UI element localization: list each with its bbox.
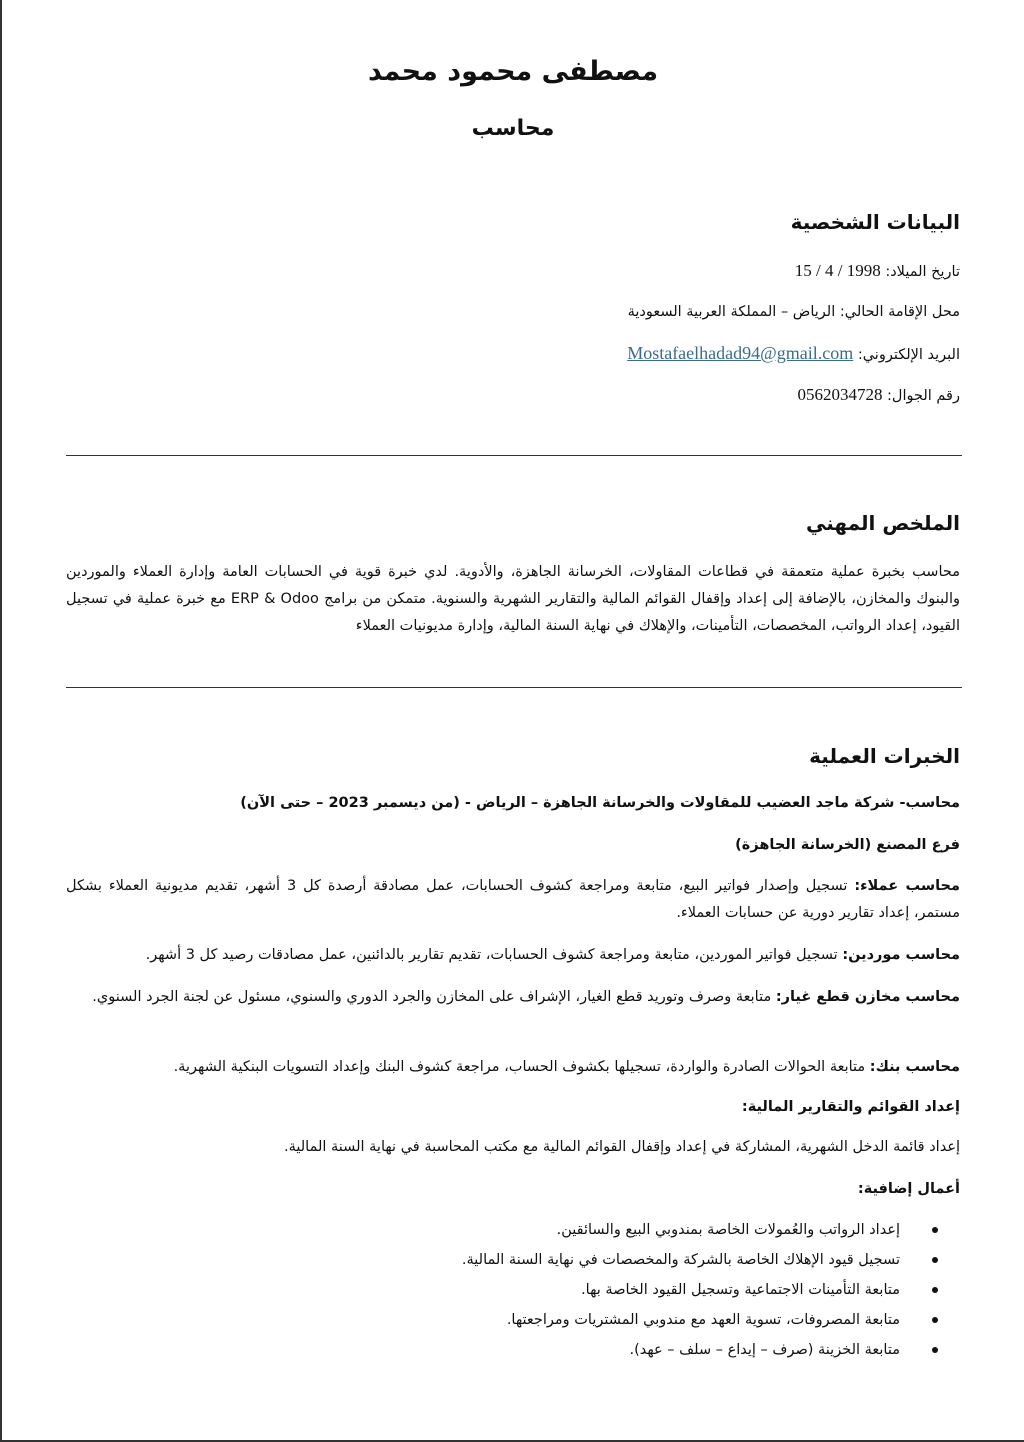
- residence-label: محل الإقامة الحالي:: [839, 304, 960, 320]
- role-label: محاسب موردين:: [842, 947, 960, 963]
- additional-list: [66, 1215, 960, 1365]
- residence: [66, 302, 960, 322]
- divider: [66, 687, 962, 688]
- role-warehouse: [66, 984, 960, 1011]
- phone-value: 0562034728: [797, 385, 883, 404]
- financial-heading: إعداد القوائم والتقارير المالية:: [741, 1099, 960, 1115]
- personal-heading: البيانات الشخصية: [790, 210, 960, 234]
- branch-title: فرع المصنع (الخرسانة الجاهزة): [735, 837, 960, 853]
- phone: [66, 385, 960, 406]
- person-name: مصطفى محمود محمد: [367, 56, 659, 87]
- email-link[interactable]: Mostafaelhadad94@gmail.com: [627, 343, 854, 363]
- role-text: تسجيل فواتير الموردين، متابعة ومراجعة كشوف الحسابات، تقديم تقارير بالدائنين، عمل مصادقات رصيد كل 3 أشهر.: [145, 947, 843, 963]
- summary-text: محاسب بخبرة عملية متعمقة في قطاعات المقاولات، الخرسانة الجاهزة، والأدوية. لدي خبرة قوية في الحسابات العامة وإدارة العملاء والموردين والبنوك والمخازن، بالإضافة إلى إعداد وإقفال القوائم المالية والتقارير الشهرية والسنوية. متمكن من برامج ERP & Odoo مع خبرة عملية في تسجيل القيود، إعداد الرواتب، المخصصات، التأمينات، والإهلاك في نهاية السنة المالية، وإدارة مديونيات العملاء: [66, 564, 961, 634]
- job-title: محاسب: [471, 116, 555, 141]
- financial-text: إعداد قائمة الدخل الشهرية، المشاركة في إعداد وإقفال القوائم المالية مع مكتب المحاسبة في نهاية السنة المالية.: [283, 1139, 960, 1155]
- role-text: متابعة الحوالات الصادرة والواردة، تسجيلها بكشوف الحساب، مراجعة كشوف البنك وإعداد التسويات البنكية الشهرية.: [173, 1059, 870, 1075]
- list-item: متابعة المصروفات، تسوية العهد مع مندوبي المشتريات ومراجعتها.: [66, 1305, 900, 1335]
- position-title: محاسب- شركة ماجد العضيب للمقاولات والخرسانة الجاهزة – الرياض - (من ديسمبر 2023 – حتى الآن): [240, 795, 960, 811]
- birth-date: [66, 261, 960, 282]
- summary-heading: الملخص المهني: [806, 511, 960, 535]
- role-suppliers: [66, 942, 960, 969]
- list-item: تسجيل قيود الإهلاك الخاصة بالشركة والمخصصات في نهاية السنة المالية.: [66, 1245, 900, 1275]
- list-item: إعداد الرواتب والعُمولات الخاصة بمندوبي البيع والسائقين.: [66, 1215, 900, 1245]
- role-label: محاسب عملاء:: [854, 878, 960, 894]
- residence-value: الرياض – المملكة العربية السعودية: [627, 304, 836, 320]
- divider: [66, 455, 962, 456]
- birth-value: 15 / 4 / 1998: [794, 261, 881, 280]
- role-label: محاسب بنك:: [869, 1059, 960, 1075]
- email: [66, 343, 960, 365]
- list-item: متابعة التأمينات الاجتماعية وتسجيل القيود الخاصة بها.: [66, 1275, 900, 1305]
- role-customers: [66, 873, 960, 927]
- role-label: محاسب مخازن قطع غيار:: [775, 989, 960, 1005]
- experience-heading: الخبرات العملية: [809, 744, 960, 768]
- email-label: البريد الإلكتروني:: [857, 347, 960, 363]
- birth-label: تاريخ الميلاد:: [885, 264, 960, 280]
- role-bank: [66, 1054, 960, 1081]
- phone-label: رقم الجوال:: [887, 388, 960, 404]
- additional-heading: أعمال إضافية:: [857, 1181, 960, 1197]
- role-text: متابعة وصرف وتوريد قطع الغيار، الإشراف على المخازن والجرد الدوري والسنوي، مسئول عن لجنة الجرد السنوي.: [92, 989, 776, 1005]
- list-item: متابعة الخزينة (صرف – إيداع – سلف – عهد).: [66, 1335, 900, 1365]
- role-text: تسجيل وإصدار فواتير البيع، متابعة ومراجعة كشوف الحسابات، عمل مصادقة أرصدة كل 3 أشهر، تقديم مديونية العملاء بشكل مستمر، إعداد تقارير دورية عن حسابات العملاء.: [66, 878, 960, 921]
